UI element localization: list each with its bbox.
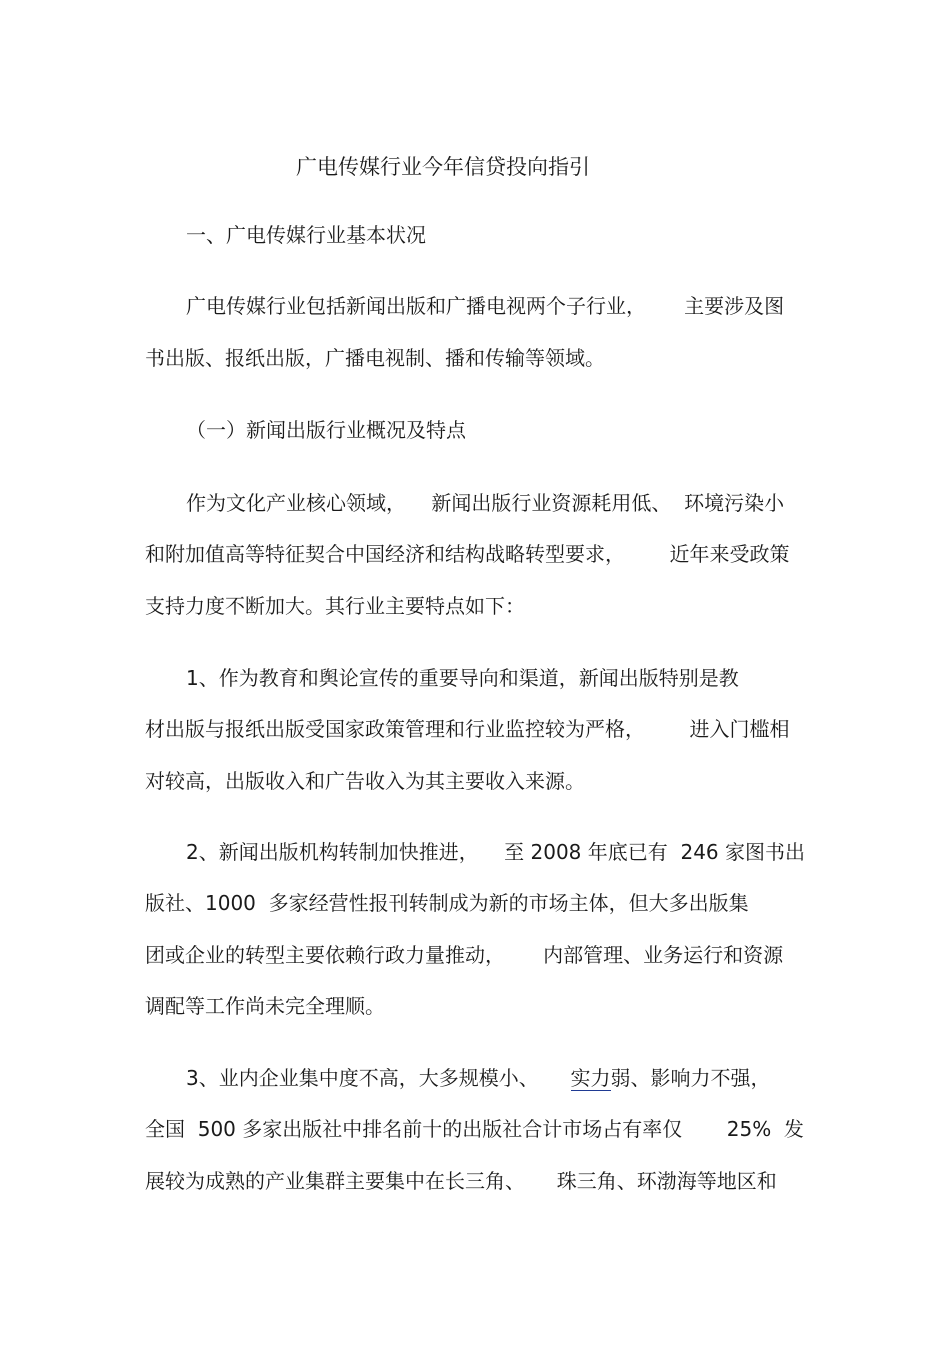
paragraph-line: 支持力度不断加大。其行业主要特点如下： [145, 594, 525, 618]
point-2-line: 版社、1000 多家经营性报刊转制成为新的市场主体，但大多出版集 [145, 891, 749, 915]
paragraph-line: 书出版、报纸出版，广播电视制、播和传输等领域。 [145, 346, 605, 370]
point-3-text: 弱、影响力不强， [610, 1066, 771, 1090]
point-2-line: 调配等工作尚未完全理顺。 [145, 994, 385, 1018]
point-2-line: 团或企业的转型主要依赖行政力量推动， 内部管理、业务运行和资源 [145, 943, 784, 967]
point-2-line: 2、新闻出版机构转制加快推进， 至 2008 年底已有 246 家图书出 [186, 840, 806, 864]
point-1-line: 1、作为教育和舆论宣传的重要导向和渠道，新闻出版特别是教 [186, 666, 739, 690]
point-3-line: 展较为成熟的产业集群主要集中在长三角、 珠三角、环渤海等地区和 [145, 1169, 777, 1193]
section-heading: 一、广电传媒行业基本状况 [186, 223, 426, 247]
point-3-line: 全国 500 多家出版社中排名前十的出版社合计市场占有率仅 25% 发 [145, 1117, 804, 1141]
point-1-line: 材出版与报纸出版受国家政策管理和行业监控较为严格， 进入门槛相 [145, 717, 790, 741]
paragraph-line: 作为文化产业核心领域， 新闻出版行业资源耗用低、 环境污染小 [186, 491, 785, 515]
point-3-line [186, 1066, 771, 1090]
paragraph-line: 广电传媒行业包括新闻出版和广播电视两个子行业， 主要涉及图 [186, 294, 785, 318]
paragraph-line: 和附加值高等特征契合中国经济和结构战略转型要求， 近年来受政策 [145, 542, 790, 566]
document-title: 广电传媒行业今年信贷投向指引 [296, 155, 590, 179]
point-1-line: 对较高，出版收入和广告收入为其主要收入来源。 [145, 769, 585, 793]
point-3-text: 3、业内企业集中度不高，大多规模小、 [186, 1066, 571, 1090]
subsection-heading: （一）新闻出版行业概况及特点 [186, 418, 466, 442]
hyperlink-text[interactable]: 实力 [570, 1066, 611, 1090]
